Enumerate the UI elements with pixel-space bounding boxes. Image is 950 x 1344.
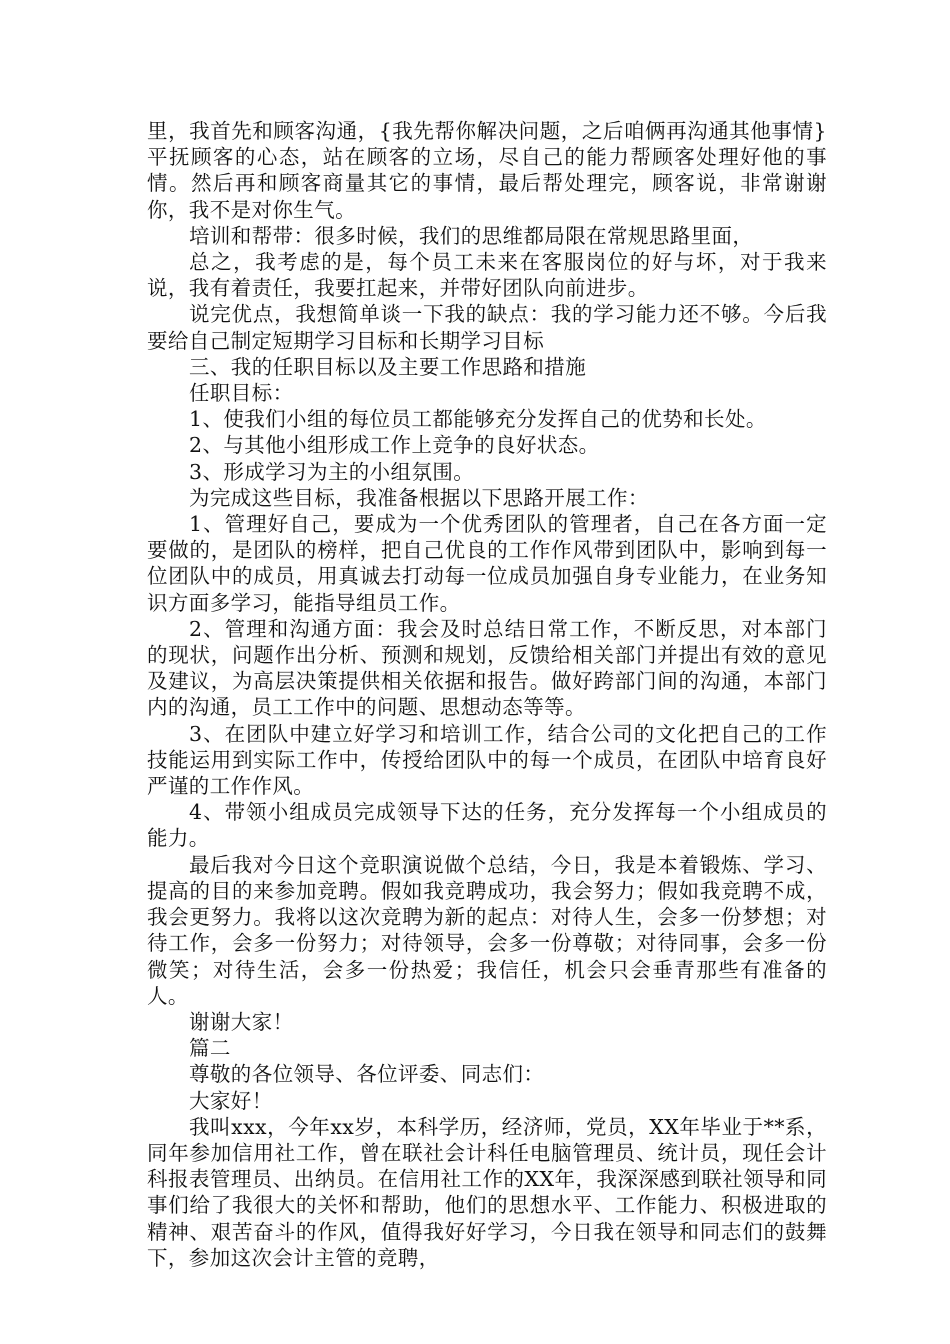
approach-item-1: 1、管理好自己，要成为一个优秀团队的管理者，自己在各方面一定要做的，是团队的榜样，把自己优良的工作作风带到团队中，影响到每一位团队中的成员，用真诚去打动每一位成员加强自身专业能力，在业务知识方面多学习，能指导组员工作。 [147, 512, 827, 615]
approach-item-3: 3、在团队中建立好学习和培训工作，结合公司的文化把自己的工作技能运用到实际工作中，传授给团队中的每一个成员，在团队中培育良好严谨的工作作风。 [147, 721, 827, 799]
paragraph-introduction: 我叫xxx，今年xx岁，本科学历，经济师，党员，XX年毕业于**系，同年参加信用社工作，曾在联社会计科任电脑管理员、统计员，现任会计科报表管理员、出纳员。在信用社工作的XX年，我深深感到联社领导和同事们给了我很大的关怀和帮助，他们的思想水平、工作能力、积极进取的精神、艰苦奋斗的作风，值得我好好学习，今日我在领导和同志们的鼓舞下，参加这次会计主管的竞聘， [147, 1114, 827, 1270]
paragraph-summary: 总之，我考虑的是，每个员工未来在客服岗位的好与坏，对于我来说，我有着责任，我要扛起来，并带好团队向前进步。 [147, 250, 827, 301]
paragraph-thanks: 谢谢大家！ [189, 1009, 294, 1034]
paragraph-weakness: 说完优点，我想简单谈一下我的缺点：我的学习能力还不够。今后我要给自己制定短期学习目标和长期学习目标 [147, 302, 827, 353]
salutation: 尊敬的各位领导、各位评委、同志们： [189, 1062, 545, 1087]
goal-item-2: 2、与其他小组形成工作上竞争的良好状态。 [189, 433, 600, 458]
section-heading-goals: 三、我的任职目标以及主要工作思路和措施 [189, 354, 587, 379]
approach-item-4: 4、带领小组成员完成领导下达的任务，充分发挥每一个小组成员的能力。 [147, 800, 827, 851]
paragraph-conclusion: 最后我对今日这个竞职演说做个总结，今日，我是本着锻炼、学习、提高的目的来参加竞聘。假如我竞聘成功，我会努力；假如我竞聘不成，我会更努力。我将以这次竞聘为新的起点：对待人生，会多一份梦想；对待工作，会多一份努力；对待领导，会多一份尊敬；对待同事，会多一份微笑；对待生活，会多一份热爱；我信任，机会只会垂青那些有准备的人。 [147, 852, 827, 1008]
section-title-part-two: 篇二 [189, 1036, 231, 1061]
paragraph-training: 培训和帮带：很多时候，我们的思维都局限在常规思路里面， [189, 223, 754, 248]
goal-item-3: 3、形成学习为主的小组氛围。 [189, 459, 475, 484]
body-text [147, 118, 827, 1271]
greeting: 大家好！ [189, 1088, 273, 1113]
paragraph-continuation: 里，我首先和顾客沟通，{我先帮你解决问题，之后咱俩再沟通其他事情}平抚顾客的心态，站在顾客的立场，尽自己的能力帮顾客处理好他的事情。然后再和顾客商量其它的事情，最后帮处理完，顾客说，非常谢谢你，我不是对你生气。 [147, 119, 827, 222]
subheading-goals: 任职目标： [189, 381, 294, 406]
approach-item-2: 2、管理和沟通方面：我会及时总结日常工作，不断反思，对本部门的现状，问题作出分析、预测和规划，反馈给相关部门并提出有效的意见及建议，为高层决策提供相关依据和报告。做好跨部门间的沟通，本部门内的沟通，员工工作中的问题、思想动态等等。 [147, 616, 827, 720]
goal-item-1: 1、使我们小组的每位员工都能够充分发挥自己的优势和长处。 [189, 407, 767, 432]
paragraph-approach: 为完成这些目标，我准备根据以下思路开展工作： [189, 485, 649, 510]
